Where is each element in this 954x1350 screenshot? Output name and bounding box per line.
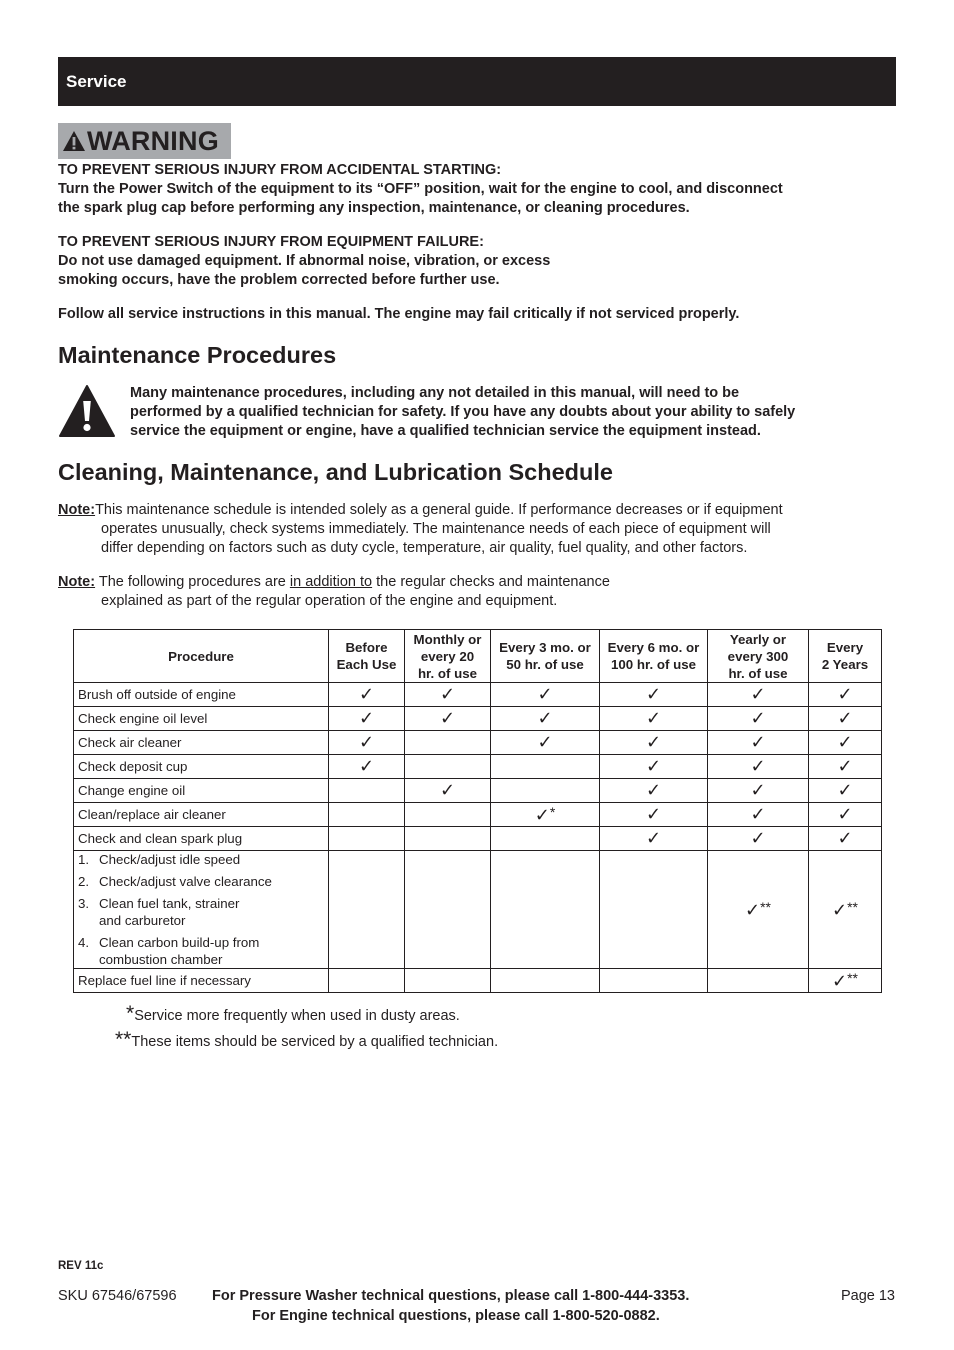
empty-cell: [491, 755, 600, 779]
col-monthly: Monthly or every 20 hr. of use: [405, 630, 491, 683]
schedule-title: Cleaning, Maintenance, and Lubrication Schedule: [58, 459, 613, 485]
maintenance-line-3: service the equipment or engine, have a qualified technician service the equipment instead.: [130, 423, 761, 439]
warning-triangle-icon: [62, 130, 86, 152]
col-every-6-months: Every 6 mo. or 100 hr. of use: [600, 630, 708, 683]
check-mark: ✓: [329, 731, 405, 755]
maintenance-title: Maintenance Procedures: [58, 342, 337, 368]
list-item-continued: and carburetor: [99, 913, 186, 928]
failure-line-2: smoking occurs, have the problem corrected before further use.: [58, 272, 500, 288]
pressure-washer-phone: For Pressure Washer technical questions, please call 1-800-444-3353.: [212, 1288, 690, 1304]
table-row-multi: [74, 851, 882, 969]
check-mark: ✓: [329, 707, 405, 731]
col-before-each-use: Before Each Use: [329, 630, 405, 683]
note-1-label: Note:: [58, 502, 96, 518]
procedure-cell: Change engine oil: [74, 779, 329, 803]
check-mark: ✓: [600, 827, 708, 851]
check-mark: ✓: [708, 755, 809, 779]
empty-cell: [329, 827, 405, 851]
empty-cell: [329, 969, 405, 993]
list-item-continued: combustion chamber: [99, 952, 223, 967]
table-row: [74, 755, 882, 779]
check-mark: ✓: [708, 827, 809, 851]
note-1-line-3: differ depending on factors such as duty cycle, temperature, air quality, fuel quality, and other factors.: [101, 540, 748, 556]
check-mark: ✓: [708, 707, 809, 731]
note-2-line-2: explained as part of the regular operation of the engine and equipment.: [101, 593, 558, 609]
check-mark: ✓: [600, 683, 708, 707]
check-mark: ✓: [600, 803, 708, 827]
check-mark: ✓: [708, 779, 809, 803]
maintenance-line-1: Many maintenance procedures, including any not detailed in this manual, will need to be: [130, 385, 740, 401]
procedure-cell: Check and clean spark plug: [74, 827, 329, 851]
note-1-line-2: operates unusually, check systems immediately. The maintenance needs of each piece of equipment will: [101, 521, 771, 537]
warning-text: WARNING: [87, 125, 219, 156]
note-1: [58, 501, 898, 521]
procedure-cell: Brush off outside of engine: [74, 683, 329, 707]
accidental-line-1: Turn the Power Switch of the equipment to its “OFF” position, wait for the engine to cool, and disconnect: [58, 181, 783, 197]
table-row: [74, 827, 882, 851]
empty-cell: [329, 851, 405, 969]
empty-cell: [329, 803, 405, 827]
follow-instructions: Follow all service instructions in this manual. The engine may fail critically if not serviced properly.: [58, 306, 740, 322]
check-mark: ✓: [405, 707, 491, 731]
check-mark: ✓: [708, 803, 809, 827]
empty-cell: [600, 969, 708, 993]
footnote-1-mark: *: [126, 1002, 135, 1025]
note-2-post: the regular checks and maintenance: [372, 574, 610, 590]
check-mark: ✓: [405, 683, 491, 707]
procedure-cell: Check engine oil level: [74, 707, 329, 731]
check-mark: ✓: [600, 731, 708, 755]
check-mark: ✓: [809, 731, 882, 755]
check-mark: ✓: [708, 731, 809, 755]
engine-phone: For Engine technical questions, please call 1-800-520-0882.: [252, 1308, 660, 1324]
empty-cell: [329, 779, 405, 803]
section-header: [58, 57, 896, 106]
check-mark-double-starred: ✓**: [809, 851, 882, 969]
warning-label: [58, 123, 231, 159]
check-mark: ✓: [329, 683, 405, 707]
table-header-row: [74, 630, 882, 683]
check-mark: ✓: [809, 707, 882, 731]
procedure-list-cell: [74, 851, 329, 969]
footnote-2-mark: **: [115, 1028, 132, 1051]
empty-cell: [600, 851, 708, 969]
revision-label: REV 11c: [58, 1260, 104, 1272]
table-row: [74, 803, 882, 827]
check-mark: ✓: [491, 707, 600, 731]
procedure-cell: Check air cleaner: [74, 731, 329, 755]
sku-label: SKU 67546/67596: [58, 1288, 177, 1304]
list-item: 2. Check/adjust valve clearance: [78, 874, 272, 889]
failure-line-1: Do not use damaged equipment. If abnormal noise, vibration, or excess: [58, 253, 551, 269]
list-item: 3. Clean fuel tank, strainer: [78, 896, 240, 911]
check-mark-double-starred: ✓**: [809, 969, 882, 993]
empty-cell: [491, 969, 600, 993]
check-mark: ✓: [809, 803, 882, 827]
list-item: 4. Clean carbon build-up from: [78, 935, 260, 950]
col-every-3-months: Every 3 mo. or 50 hr. of use: [491, 630, 600, 683]
empty-cell: [491, 779, 600, 803]
check-mark: ✓: [600, 755, 708, 779]
page-number: Page 13: [840, 1288, 895, 1304]
empty-cell: [405, 851, 491, 969]
check-mark-starred: ✓*: [491, 803, 600, 827]
procedure-cell: Check deposit cup: [74, 755, 329, 779]
accidental-heading: TO PREVENT SERIOUS INJURY FROM ACCIDENTAL STARTING:: [58, 162, 502, 178]
footnote-2: [115, 1028, 498, 1052]
check-mark: ✓: [809, 683, 882, 707]
col-yearly: Yearly or every 300 hr. of use: [708, 630, 809, 683]
note-2-label: Note:: [58, 574, 96, 590]
check-mark: ✓: [809, 779, 882, 803]
failure-heading: TO PREVENT SERIOUS INJURY FROM EQUIPMENT FAILURE:: [58, 234, 484, 250]
check-mark: ✓: [600, 707, 708, 731]
empty-cell: [405, 803, 491, 827]
table-row: [74, 779, 882, 803]
check-mark: ✓: [491, 731, 600, 755]
col-every-2-years: Every 2 Years: [809, 630, 882, 683]
note-1-line-1: This maintenance schedule is intended solely as a general guide. If performance decreases or if equipment: [95, 502, 783, 518]
empty-cell: [405, 969, 491, 993]
empty-cell: [491, 851, 600, 969]
procedure-cell: Clean/replace air cleaner: [74, 803, 329, 827]
table-row: [74, 707, 882, 731]
check-mark-double-starred: ✓**: [708, 851, 809, 969]
empty-cell: [405, 731, 491, 755]
note-2: [58, 573, 898, 593]
check-mark: ✓: [600, 779, 708, 803]
check-mark: ✓: [809, 755, 882, 779]
note-2-underline: in addition to: [289, 574, 373, 590]
footnote-1-text: Service more frequently when used in dusty areas.: [134, 1008, 460, 1024]
empty-cell: [405, 827, 491, 851]
caution-triangle-icon: [58, 384, 116, 438]
procedure-cell: Replace fuel line if necessary: [74, 969, 329, 993]
table-row: [74, 969, 882, 993]
check-mark: ✓: [405, 779, 491, 803]
section-title: Service: [66, 72, 127, 91]
empty-cell: [405, 755, 491, 779]
col-procedure: Procedure: [74, 630, 329, 683]
check-mark: ✓: [708, 683, 809, 707]
footnote-1: [126, 1002, 460, 1026]
check-mark: ✓: [329, 755, 405, 779]
check-mark: ✓: [809, 827, 882, 851]
note-2-pre: The following procedures are: [98, 574, 290, 590]
footnote-2-text: These items should be serviced by a qualified technician.: [131, 1034, 499, 1050]
empty-cell: [491, 827, 600, 851]
check-mark: ✓: [491, 683, 600, 707]
table-row: [74, 731, 882, 755]
maintenance-schedule-table: [73, 629, 882, 993]
accidental-line-2: the spark plug cap before performing any inspection, maintenance, or cleaning procedures.: [58, 200, 690, 216]
empty-cell: [708, 969, 809, 993]
list-item: 1. Check/adjust idle speed: [78, 852, 241, 867]
maintenance-line-2: performed by a qualified technician for safety. If you have any doubts about your ability to safely: [130, 404, 796, 420]
table-row: [74, 683, 882, 707]
